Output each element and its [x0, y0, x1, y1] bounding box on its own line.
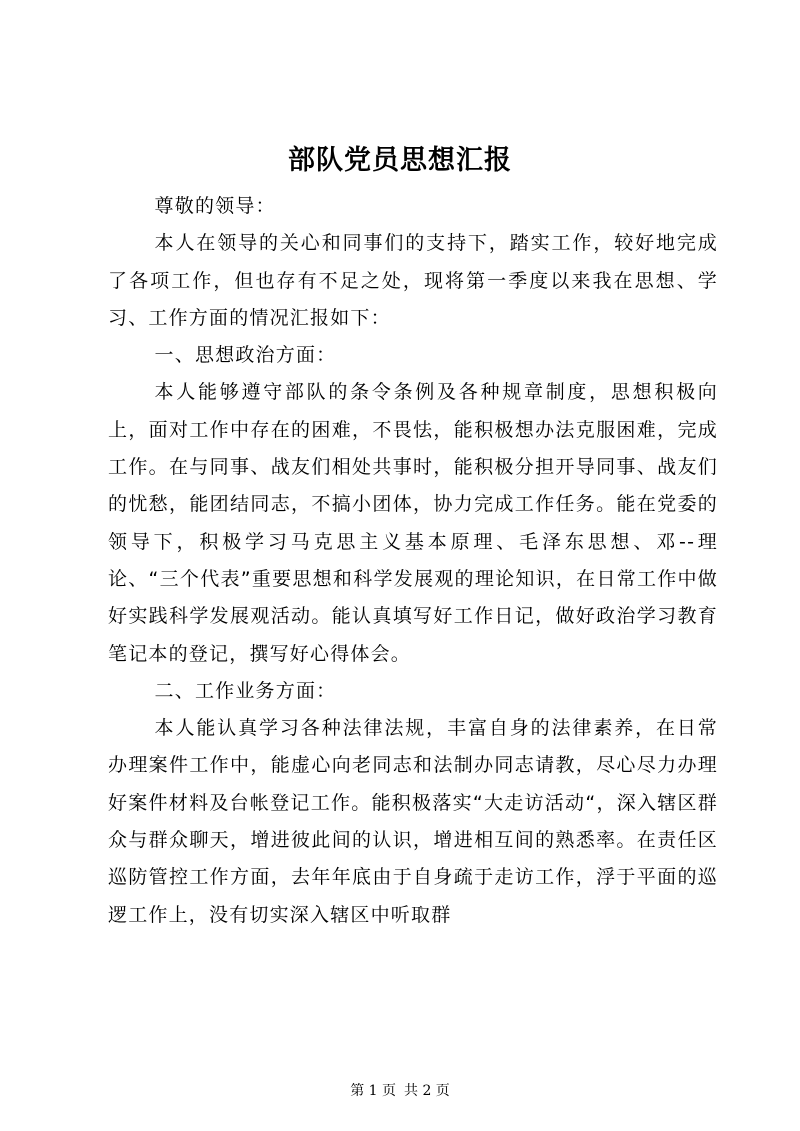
section-heading-work: 二、工作业务方面：	[154, 679, 337, 702]
page-number: 第 1 页	[350, 1083, 396, 1099]
work-paragraph: 本人能认真学习各种法律法规，丰富自身的法律素养，在日常办理案件工作中，能虚心向老同志和法制办同志请教，尽心尽力办理好案件材料及台帐登记工作。能积极落实“大走访活动“，深入辖区群众与群众聊天，增进彼此间的认识，增进相互间的熟悉率。在责任区巡防管控工作方面，去年年底由于自身疏于走访工作，浮于平面的巡逻工作上，没有切实深入辖区中听取群	[108, 717, 718, 926]
section-heading-ideology: 一、思想政治方面：	[154, 344, 337, 367]
ideology-paragraph: 本人能够遵守部队的条令条例及各种规章制度，思想积极向上，面对工作中存在的困难，不畏怯，能积极想办法克服困难，完成工作。在与同事、战友们相处共事时，能积极分担开导同事、战友们的忧愁，能团结同志，不搞小团体，协力完成工作任务。能在党委的领导下，积极学习马克思主义基本原理、毛泽东思想、邓--理论、“三个代表”重要思想和科学发展观的理论知识，在日常工作中做好实践科学发展观活动。能认真填写好工作日记，做好政治学习教育笔记本的登记，撰写好心得体会。	[108, 381, 718, 665]
intro-paragraph: 本人在领导的关心和同事们的支持下，踏实工作，较好地完成了各项工作，但也存有不足之处，现将第一季度以来我在思想、学习、工作方面的情况汇报如下：	[108, 232, 718, 329]
page-footer	[0, 1081, 800, 1101]
document-title: 部队党员思想汇报	[288, 145, 512, 176]
page-total: 共 2 页	[404, 1083, 450, 1099]
document-body	[108, 188, 718, 934]
salutation-paragraph: 尊敬的领导：	[154, 195, 276, 217]
